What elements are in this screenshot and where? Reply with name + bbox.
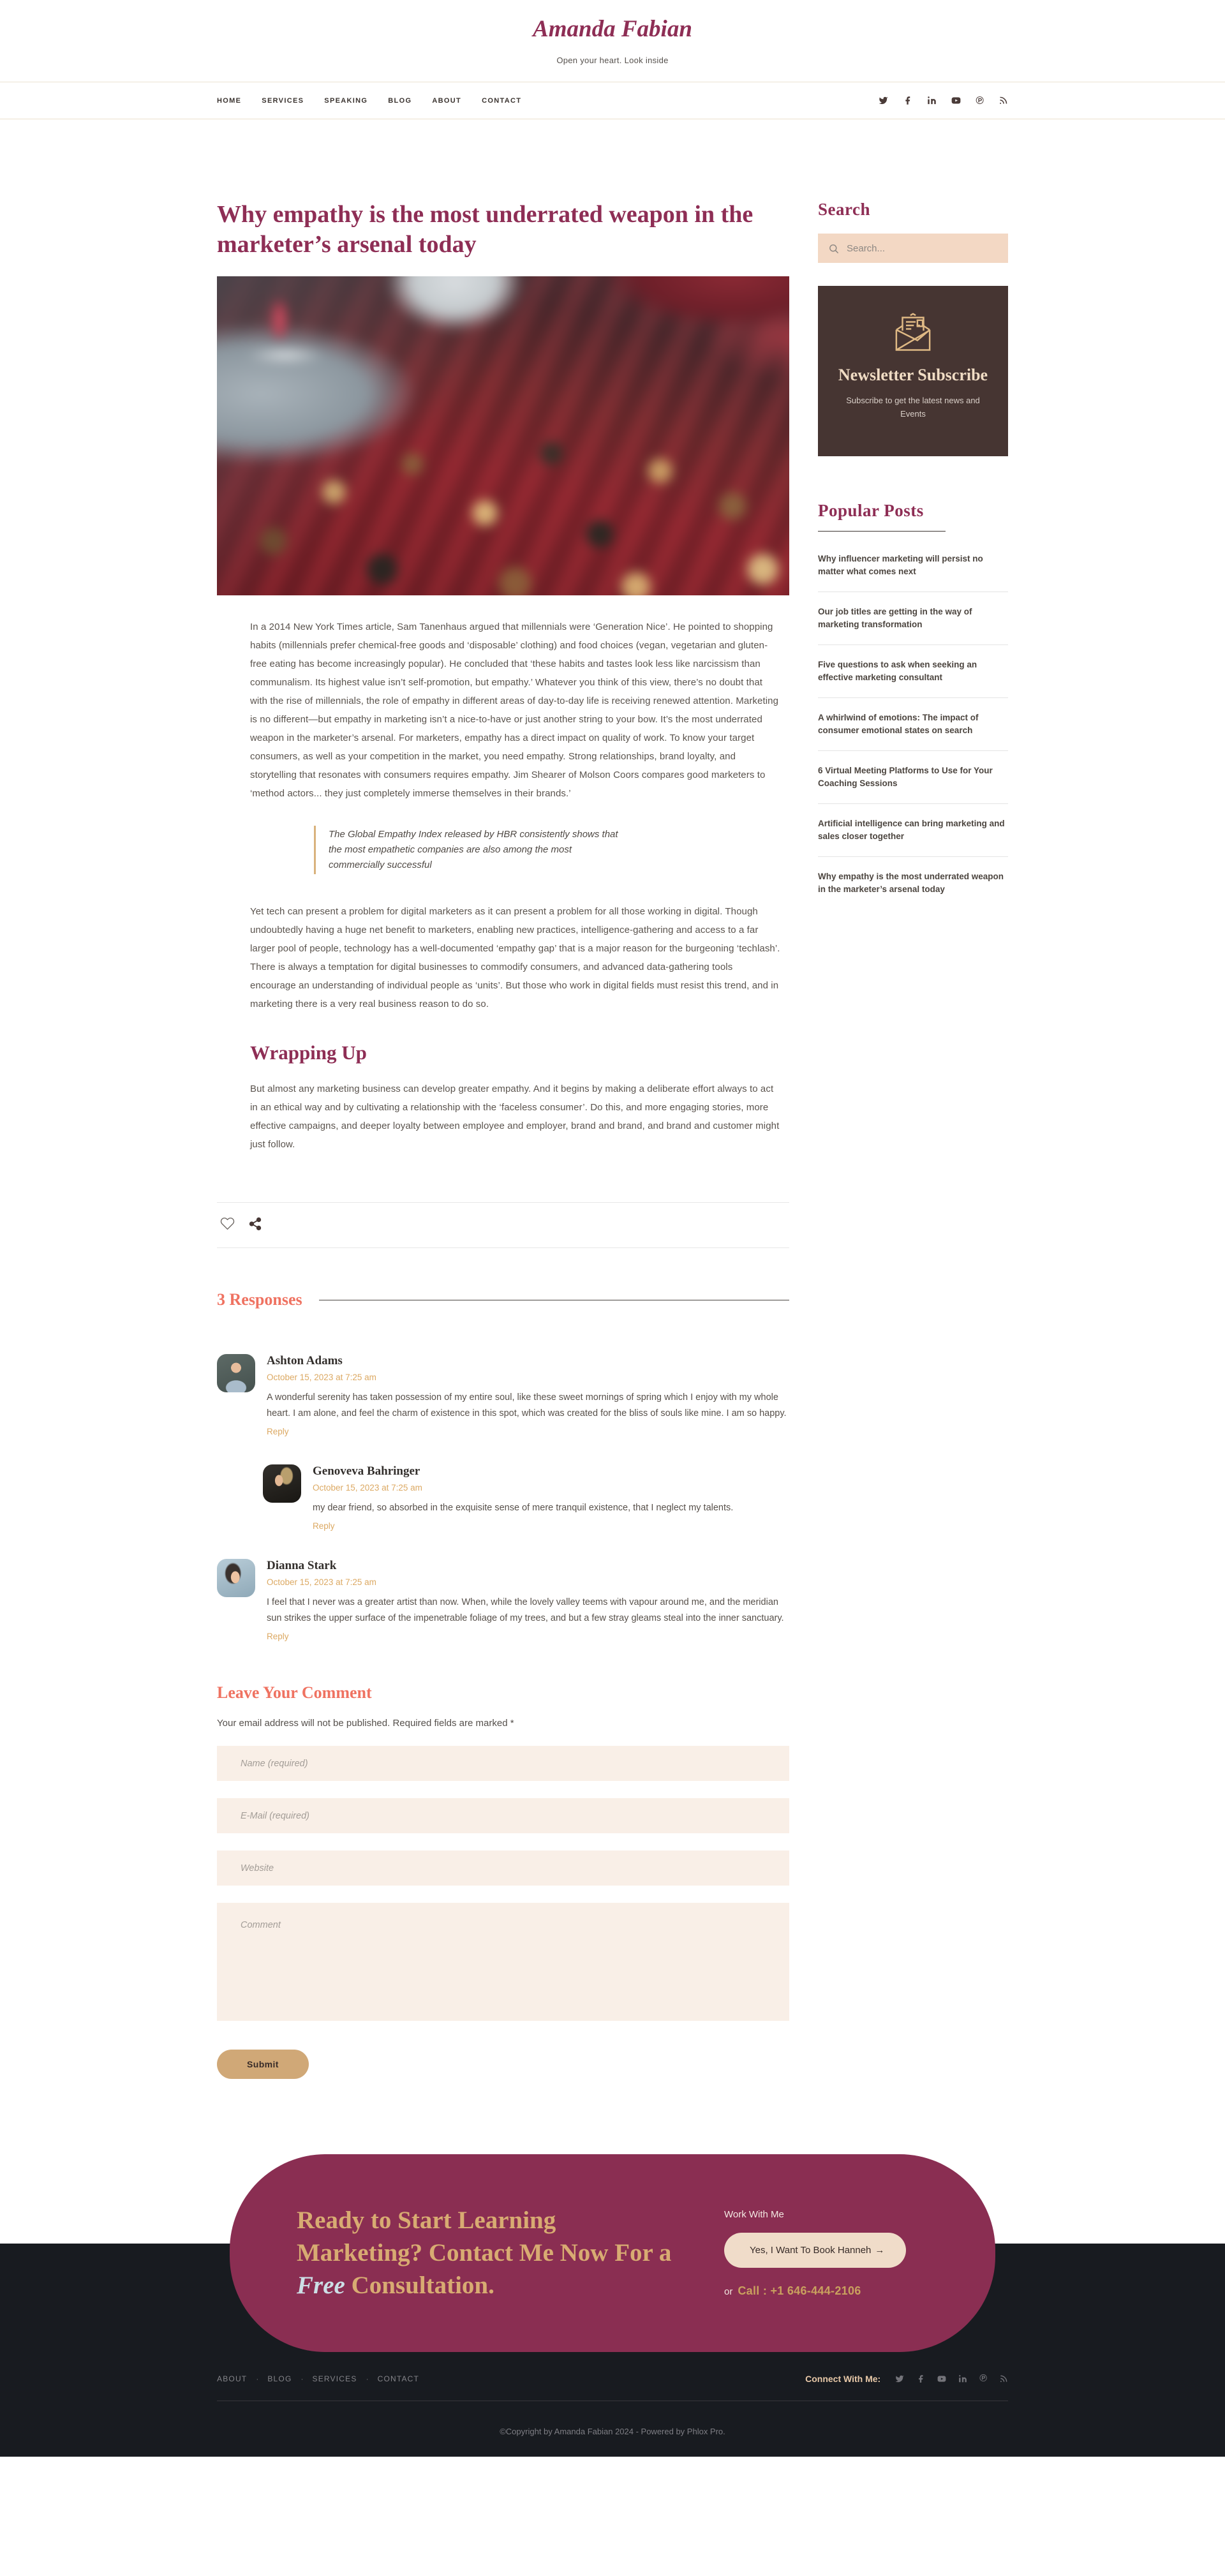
post-title: Why empathy is the most underrated weapon in the marketer’s arsenal today — [217, 201, 754, 258]
comment-text: A wonderful serenity has taken possession of my entire soul, like these sweet mornings of spring which I enjoy with my whole heart. I am alone, and feel the charm of existence in this spot, which was created for the bliss of souls like mine. I am so happy. — [267, 1392, 787, 1419]
youtube-icon[interactable] — [937, 2374, 946, 2383]
post-hero-image — [217, 276, 789, 595]
post-blockquote: The Global Empathy Index released by HBR consistently shows that the most empathetic companies are also among the most commercially successful — [314, 826, 620, 874]
book-button[interactable]: Yes, I Want To Book Hanneh → — [724, 2233, 906, 2268]
name-field[interactable] — [217, 1746, 789, 1781]
popular-post-link[interactable]: Artificial intelligence can bring marketing and sales closer together — [818, 819, 1005, 841]
comment-date: October 15, 2023 at 7:25 am — [267, 1577, 376, 1588]
main-navbar — [217, 82, 1008, 119]
list-item — [818, 804, 1008, 857]
search-input[interactable] — [847, 243, 998, 254]
arrow-right-icon: → — [875, 2244, 885, 2256]
newsletter-envelope-icon — [892, 313, 934, 352]
cta-heading: Ready to Start Learning Marketing? Contact Me Now For a Free Consultation. — [297, 2207, 672, 2299]
popular-post-link[interactable]: Our job titles are getting in the way of marketing transformation — [818, 607, 972, 629]
comment-date: October 15, 2023 at 7:25 am — [267, 1373, 376, 1383]
site-logo[interactable]: Amanda Fabian — [533, 16, 692, 42]
linkedin-icon[interactable] — [927, 96, 937, 105]
post-subheading: Wrapping Up — [250, 1041, 367, 1064]
reply-link[interactable]: Reply — [267, 1632, 289, 1642]
avatar — [217, 1354, 255, 1392]
pinterest-icon[interactable]: ℗ — [976, 94, 984, 107]
nav-item-blog[interactable]: BLOG — [388, 96, 412, 105]
footer-nav-services[interactable]: SERVICES — [312, 2374, 357, 2384]
popular-post-link[interactable]: Five questions to ask when seeking an effective marketing consultant — [818, 660, 977, 682]
footer-nav: ABOUT · BLOG · SERVICES · CONTACT — [217, 2374, 420, 2384]
list-item — [818, 698, 1008, 751]
footer-nav-contact[interactable]: CONTACT — [377, 2374, 420, 2384]
sidebar — [818, 200, 1008, 909]
avatar — [263, 1464, 301, 1503]
connect-with-me-label: Connect With Me: — [805, 2374, 881, 2385]
footer-nav-about[interactable]: ABOUT — [217, 2374, 248, 2384]
list-item — [818, 539, 1008, 592]
rss-icon[interactable] — [999, 2374, 1008, 2383]
submit-button[interactable]: Submit — [217, 2050, 309, 2079]
comment-form-section — [217, 1683, 789, 2079]
email-field[interactable] — [217, 1798, 789, 1833]
site-header — [0, 0, 1225, 119]
popular-posts-widget — [818, 501, 1008, 909]
comment-form-note: Your email address will not be published. Required fields are marked * — [217, 1718, 514, 1729]
comment-author: Dianna Stark — [267, 1559, 337, 1573]
popular-post-link[interactable]: 6 Virtual Meeting Platforms to Use for Your Coaching Sessions — [818, 766, 993, 788]
search-widget — [818, 200, 1008, 263]
website-field[interactable] — [217, 1850, 789, 1886]
nav-item-speaking[interactable]: SPEAKING — [324, 96, 368, 105]
blog-post — [217, 200, 789, 2079]
cta-call-row: or Call : +1 646-444-2106 — [724, 2284, 861, 2297]
footer-nav-blog[interactable]: BLOG — [267, 2374, 292, 2384]
footer-social-row — [805, 2374, 1008, 2384]
facebook-icon[interactable] — [916, 2374, 925, 2383]
comment-date: October 15, 2023 at 7:25 am — [313, 1483, 422, 1493]
newsletter-title: Newsletter Subscribe — [838, 366, 988, 384]
comment-form-title: Leave Your Comment — [217, 1683, 372, 1702]
post-paragraph-1: In a 2014 New York Times article, Sam Tanenhaus argued that millennials were ‘Generation Nice’. He pointed to shopping habits (millennials prefer chemical-free goods and ‘disposable’ clothing) and food choices (vegan, vegetarian and gluten-free eating has become increasingly popular). He concluded that ‘these habits and tastes look less like narcissism than communalism. Its highest value isn’t self-promotion, but empathy.’ Whatever you think of this view, there’s no doubt that with the rise of millennials, the role of empathy in different areas of day-to-day life is receiving renewed attention. Marketing is no different—but empathy in marketing isn’t a nice-to-have or just another string to your bow. It’s the most underrated weapon in the marketer’s arsenal. For marketers, empathy has a direct impact on quality of work. To know your target consumers, as well as your competition in the market, you need empathy. Strong relationships, brand loyalty, and storytelling that resonates with consumers requires empathy. Jim Shearer of Molson Coors compares good marketers to ‘method actors... they just completely immerse themselves in their brands.’ — [250, 622, 779, 800]
nav-item-home[interactable]: HOME — [217, 96, 242, 105]
popular-post-link[interactable]: Why influencer marketing will persist no matter what comes next — [818, 554, 983, 576]
post-action-row — [217, 1202, 789, 1248]
reply-link[interactable]: Reply — [267, 1427, 289, 1437]
comment-item-nested — [263, 1464, 789, 1532]
cta-zone — [0, 2154, 1225, 2352]
post-paragraph-2: Yet tech can present a problem for digital marketers as it can present a problem for all those working in digital. Though undoubtedly having a huge net benefit to marketers, enabling new practices, intelligence-gathering and access to a far larger pool of people, technology has a well-documented ‘empathy gap’ that is a major reason for the burgeoning ‘techlash’. There is always a temptation for digital businesses to commodify consumers, and advanced data-gathering tools encourage an understanding of individual people as ‘units’. But those who work in digital fields must resist this trend, and in marketing there is a very real business reason to do so. — [250, 906, 780, 1010]
twitter-icon[interactable] — [879, 96, 888, 105]
nav-item-services[interactable]: SERVICES — [262, 96, 304, 105]
site-tagline: Open your heart. Look inside — [556, 56, 669, 65]
avatar — [217, 1559, 255, 1597]
like-button[interactable] — [219, 1216, 235, 1234]
linkedin-icon[interactable] — [958, 2374, 967, 2383]
phone-number[interactable]: Call : +1 646-444-2106 — [738, 2284, 861, 2297]
popular-post-link[interactable]: Why empathy is the most underrated weapon in the marketer’s arsenal today — [818, 872, 1004, 894]
list-item — [818, 857, 1008, 909]
comment-item — [217, 1354, 789, 1438]
comment-text: my dear friend, so absorbed in the exquisite sense of mere tranquil existence, that I neglect my talents. — [313, 1503, 734, 1514]
comment-author: Genoveva Bahringer — [313, 1464, 420, 1478]
list-item — [818, 645, 1008, 698]
popular-post-link[interactable]: A whirlwind of emotions: The impact of consumer emotional states on search — [818, 713, 979, 735]
cta-banner — [230, 2154, 995, 2352]
list-item — [818, 592, 1008, 645]
conference-audience-photo — [217, 276, 789, 595]
pinterest-icon[interactable]: ℗ — [979, 2373, 987, 2385]
nav-links — [217, 97, 521, 105]
search-icon — [828, 243, 839, 254]
post-paragraph-3: But almost any marketing business can develop greater empathy. And it begins by making a deliberate effort always to act in an ethical way and by cultivating a relationship with the ‘faceless consumer’. Do this, and more engaging stories, more effective campaigns, and deeper loyalty between employee and employer, brand and brand, and brand and customer might just follow. — [250, 1083, 780, 1150]
search-box — [818, 234, 1008, 263]
popular-posts-rule — [818, 531, 946, 532]
reply-link[interactable]: Reply — [313, 1521, 335, 1531]
comment-text: I feel that I never was a greater artist than now. When, while the lovely valley teems with vapour around me, and the meridian sun strikes the upper surface of the impenetrable foliage of my trees, and but a few stray gleams steal into the inner sanctuary. — [267, 1597, 784, 1624]
header-social-icons — [879, 96, 1008, 105]
newsletter-widget[interactable] — [818, 286, 1008, 456]
nav-item-about[interactable]: ABOUT — [432, 96, 462, 105]
youtube-icon[interactable] — [951, 96, 961, 105]
copyright-text: ©Copyright by Amanda Fabian 2024 - Powered by Phlox Pro. — [500, 2427, 725, 2437]
comment-item — [217, 1559, 789, 1642]
comment-author: Ashton Adams — [267, 1354, 343, 1368]
newsletter-subtitle: Subscribe to get the latest news and Events — [846, 396, 980, 419]
rss-icon[interactable] — [999, 96, 1008, 105]
popular-posts-list — [818, 539, 1008, 909]
search-title: Search — [818, 200, 870, 219]
responses-title: 3 Responses — [217, 1290, 302, 1309]
work-with-me-label: Work With Me — [724, 2208, 784, 2220]
facebook-icon[interactable] — [903, 96, 912, 105]
responses-section — [217, 1290, 789, 1642]
nav-item-contact[interactable]: CONTACT — [482, 96, 522, 105]
popular-posts-title: Popular Posts — [818, 501, 924, 520]
comment-list — [217, 1354, 789, 1642]
list-item — [818, 751, 1008, 804]
cta-heading-free: Free — [297, 2271, 345, 2299]
share-button[interactable] — [248, 1217, 262, 1234]
comment-field[interactable] — [217, 1903, 789, 2021]
twitter-icon[interactable] — [895, 2374, 904, 2383]
site-footer — [0, 2352, 1225, 2457]
